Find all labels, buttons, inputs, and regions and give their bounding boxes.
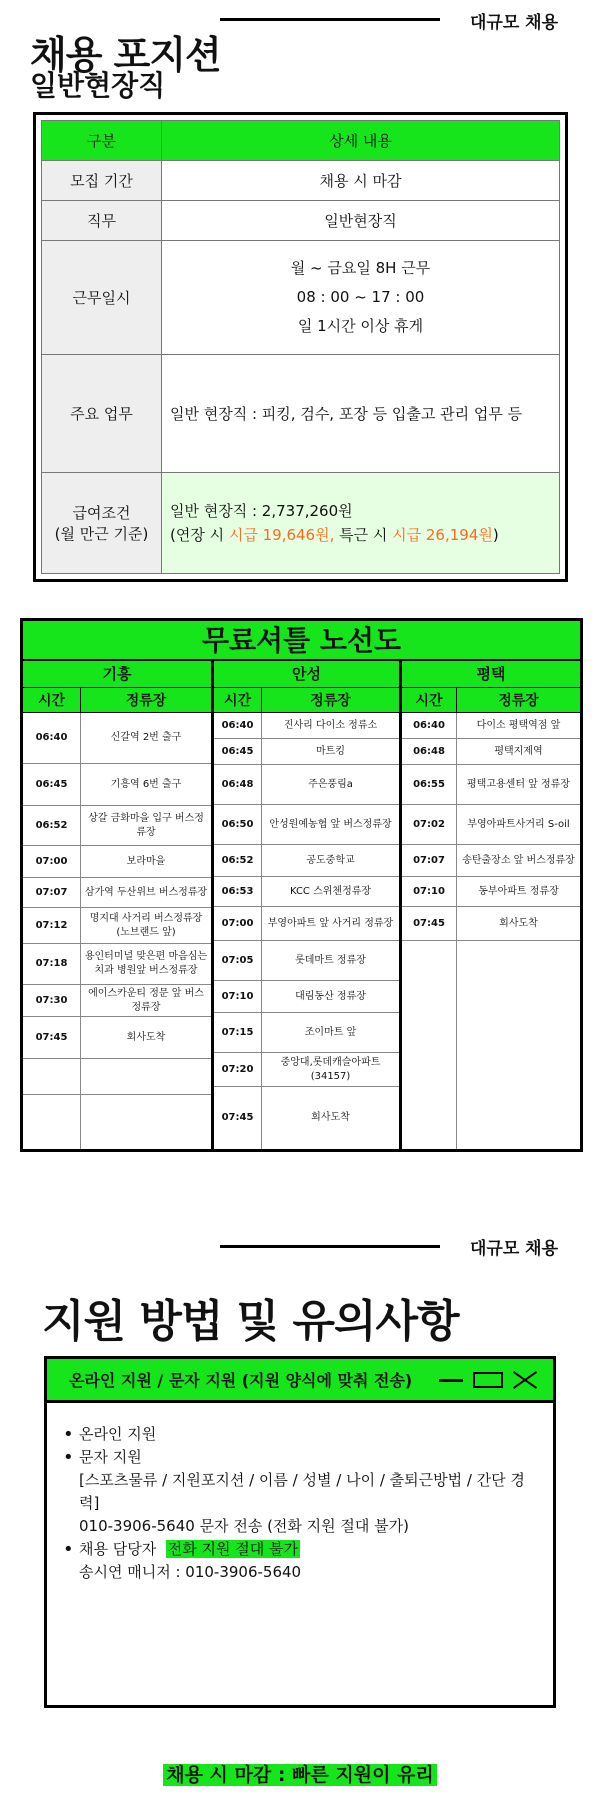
route-giheung [23, 661, 214, 1149]
header-rule [220, 18, 440, 21]
table-row [214, 845, 399, 877]
route-header [214, 688, 399, 713]
stop-time: 07:15 [214, 1013, 262, 1052]
row-value-hours [162, 241, 560, 355]
stop-time: 07:45 [23, 1017, 81, 1058]
stop-time: 07:10 [214, 981, 262, 1012]
stop-name: 주은풍림a [308, 778, 353, 790]
position-table-frame [33, 112, 568, 582]
stop-time: 07:20 [214, 1053, 262, 1086]
apply-window-title: 온라인 지원 / 문자 지원 (지원 양식에 맞춰 전송) [69, 1371, 413, 1390]
stop-name: 대림동산 정류장 [295, 990, 366, 1002]
manager-label: 채용 담당자 [79, 1540, 157, 1558]
stop-name: 동부아파트 정류장 [478, 885, 559, 897]
salary-base: 일반 현장직 : 2,737,260원 [170, 502, 353, 520]
stop-time: 06:45 [214, 739, 262, 764]
stop-time: 06:40 [214, 713, 262, 738]
table-row [214, 765, 399, 805]
stop-name: 마트킹 [316, 745, 345, 757]
apply-list [47, 1403, 553, 1604]
stop-name: 롯데마트 정류장 [295, 954, 366, 966]
footer-banner-text: 채용 시 마감 : 빠른 지원이 유리 [163, 1764, 437, 1786]
apply-window-titlebar [47, 1359, 553, 1403]
stop-name: 삼가역 두산위브 버스정류장 [84, 886, 208, 898]
salary-special-prefix: 특근 시 [334, 526, 393, 544]
stop-name: 신갈역 2번 출구 [110, 732, 182, 743]
stop-time: 06:55 [402, 765, 457, 804]
stop-time: 07:18 [23, 944, 81, 984]
table-row [402, 805, 580, 845]
stop-time: 07:07 [402, 845, 457, 876]
stop-name: 용인터미널 맞은편 마음심는치과 병원앞 버스정류장 [84, 951, 208, 976]
stop-name: 회사도착 [311, 1112, 350, 1123]
table-row [23, 713, 211, 764]
salary-label: 급여조건 [72, 504, 131, 522]
stop-header: 정류장 [310, 693, 351, 709]
header-tag: 대규모 채용 [469, 13, 558, 33]
page-title: 채용 포지션 [30, 33, 221, 77]
stop-name: 회사도착 [499, 917, 538, 929]
stop-time: 07:45 [402, 907, 457, 940]
table-row [23, 1059, 211, 1095]
stop-name [81, 1059, 211, 1094]
empty-time-cell [402, 941, 457, 1149]
time-header: 시간 [402, 688, 457, 712]
table-head-detail: 상세 내용 [162, 121, 560, 161]
stop-time: 06:48 [402, 739, 457, 764]
row-label-tasks: 주요 업무 [42, 355, 162, 473]
salary-label-note: (월 만근 기준) [54, 525, 149, 543]
table-row [23, 944, 211, 985]
route-body [402, 713, 580, 1149]
hours-line-time: 08 : 00 ~ 17 : 00 [296, 288, 425, 306]
stop-name: 평택고용센터 앞 정류장 [467, 778, 570, 790]
table-row [23, 985, 211, 1017]
table-head-category: 구분 [42, 121, 162, 161]
stop-name: 보라마을 [126, 855, 166, 867]
stop-time: 07:02 [402, 805, 457, 844]
window-controls [439, 1371, 537, 1389]
table-row [23, 806, 211, 846]
route-name: 안성 [214, 661, 399, 688]
table-row [402, 713, 580, 739]
apply-tag: 대규모 채용 [469, 1239, 558, 1259]
shuttle-title: 무료셔틀 노선도 [23, 621, 580, 661]
salary-close-paren: ) [492, 526, 499, 544]
stop-time: 06:40 [402, 713, 457, 738]
stop-name: 진사리 다이소 정류소 [283, 719, 378, 731]
table-row [214, 713, 399, 739]
table-row [23, 846, 211, 878]
empty-stop-cell [81, 1095, 211, 1149]
table-row [214, 1053, 399, 1087]
stop-name: 중앙대,롯데캐슬아파트(34157) [280, 1056, 381, 1082]
stop-name: 상갈 금화마을 입구 버스정류장 [88, 812, 204, 838]
apply-window [44, 1356, 556, 1708]
empty-time-cell [23, 1095, 81, 1149]
table-row [402, 765, 580, 805]
table-row [23, 878, 211, 908]
hours-line-days: 월 ~ 금요일 8H 근무 [290, 259, 431, 277]
row-value-salary [162, 473, 560, 574]
stop-name: 다이소 평택역점 앞 [476, 719, 561, 731]
stop-name: 에이스카운티 정문 앞 버스정류장 [88, 987, 204, 1013]
stop-header: 정류장 [125, 693, 167, 709]
stop-name: 부영아파트사거리 S-oil [467, 818, 570, 830]
list-item-online: • 온라인 지원 [63, 1423, 537, 1446]
time-header: 시간 [214, 688, 262, 712]
table-row [402, 907, 580, 941]
stop-name: 기흥역 6번 출구 [110, 778, 182, 790]
stop-header: 정류장 [498, 693, 539, 709]
route-pyeongtaek [402, 661, 580, 1149]
salary-ot-prefix: (연장 시 [170, 526, 229, 544]
sms-label: 문자 지원 [79, 1448, 142, 1466]
table-row [23, 908, 211, 944]
stop-name: KCC 스위첸정류장 [289, 885, 372, 897]
row-label-duty: 직무 [42, 201, 162, 241]
stop-time: 07:10 [402, 877, 457, 906]
minimize-icon [439, 1379, 463, 1382]
route-body [214, 713, 399, 1149]
route-body [23, 713, 211, 1149]
route-name: 평택 [402, 661, 580, 688]
footer-banner [0, 1760, 600, 1787]
table-row-empty [402, 941, 580, 1149]
route-anseong [214, 661, 402, 1149]
manager-warning: 전화 지원 절대 불가 [167, 1540, 298, 1558]
route-header [23, 688, 211, 713]
table-row [214, 877, 399, 907]
row-label-salary [42, 473, 162, 574]
maximize-icon [473, 1372, 503, 1388]
position-table [41, 120, 560, 574]
row-value-duty: 일반현장직 [162, 201, 560, 241]
empty-stop-cell [457, 941, 580, 1149]
stop-name: 회사도착 [126, 1031, 166, 1043]
table-row [402, 739, 580, 765]
stop-name: 부영아파트 앞 사거리 정류장 [267, 917, 394, 929]
shuttle-columns [23, 661, 580, 1149]
shuttle-route-table [20, 618, 583, 1152]
salary-ot-rate: 시급 19,646원, [228, 526, 335, 544]
stop-time: 07:30 [23, 985, 81, 1016]
stop-name: 안성원예농협 앞 버스정류장 [269, 818, 392, 830]
stop-name: 송탄출장소 앞 버스정류장 [462, 854, 575, 866]
stop-time: 06:52 [23, 806, 81, 845]
stop-name: 조이마트 앞 [304, 1026, 357, 1038]
stop-time: 06:53 [214, 877, 262, 906]
row-label-hours: 근무일시 [42, 241, 162, 355]
route-header [402, 688, 580, 713]
route-name: 기흥 [23, 661, 211, 688]
time-header: 시간 [23, 688, 81, 712]
apply-header-rule [220, 1245, 440, 1248]
stop-time: 07:05 [214, 941, 262, 980]
stop-time [23, 1059, 81, 1094]
manager-contact: 송시연 매니저 : 010-3906-5640 [79, 1563, 302, 1581]
row-value-tasks: 일반 현장직 : 피킹, 검수, 포장 등 입출고 관리 업무 등 [162, 355, 560, 473]
stop-name: 공도중학교 [306, 854, 355, 866]
sms-format: [스포츠물류 / 지원포지션 / 이름 / 성별 / 나이 / 출퇴근방법 / 간단 경력] [79, 1471, 525, 1512]
table-row-empty [23, 1095, 211, 1149]
apply-title: 지원 방법 및 유의사항 [42, 1296, 459, 1347]
table-row [214, 907, 399, 941]
row-label-period: 모집 기간 [42, 161, 162, 201]
stop-name: 평택지제역 [494, 745, 543, 757]
stop-time: 06:52 [214, 845, 262, 876]
table-row [214, 981, 399, 1013]
table-row [214, 1013, 399, 1053]
table-row [214, 805, 399, 845]
stop-time: 06:45 [23, 764, 81, 805]
table-row [402, 845, 580, 877]
stop-time: 06:48 [214, 765, 262, 804]
table-row [23, 1017, 211, 1059]
list-item-sms [63, 1446, 537, 1538]
table-row [402, 877, 580, 907]
close-icon [513, 1371, 537, 1389]
stop-time: 07:45 [214, 1087, 262, 1149]
stop-name: 명지대 사거리 버스정류장 (노브랜드 앞) [89, 912, 203, 938]
table-row [214, 1087, 399, 1149]
stop-time: 07:12 [23, 908, 81, 943]
table-row [214, 941, 399, 981]
stop-time: 07:00 [23, 846, 81, 877]
stop-time: 07:00 [214, 907, 262, 940]
stop-time: 06:50 [214, 805, 262, 844]
table-row [23, 764, 211, 806]
stop-time: 07:07 [23, 878, 81, 907]
row-value-period: 채용 시 마감 [162, 161, 560, 201]
salary-special-rate: 시급 26,194원 [392, 526, 493, 544]
table-row [214, 739, 399, 765]
sms-number: 010-3906-5640 문자 전송 (전화 지원 절대 불가) [79, 1517, 409, 1535]
stop-time: 06:40 [23, 713, 81, 763]
page-subtitle: 일반현장직 [30, 69, 166, 102]
hours-line-break: 일 1시간 이상 휴게 [297, 317, 424, 335]
list-item-manager [63, 1538, 537, 1584]
